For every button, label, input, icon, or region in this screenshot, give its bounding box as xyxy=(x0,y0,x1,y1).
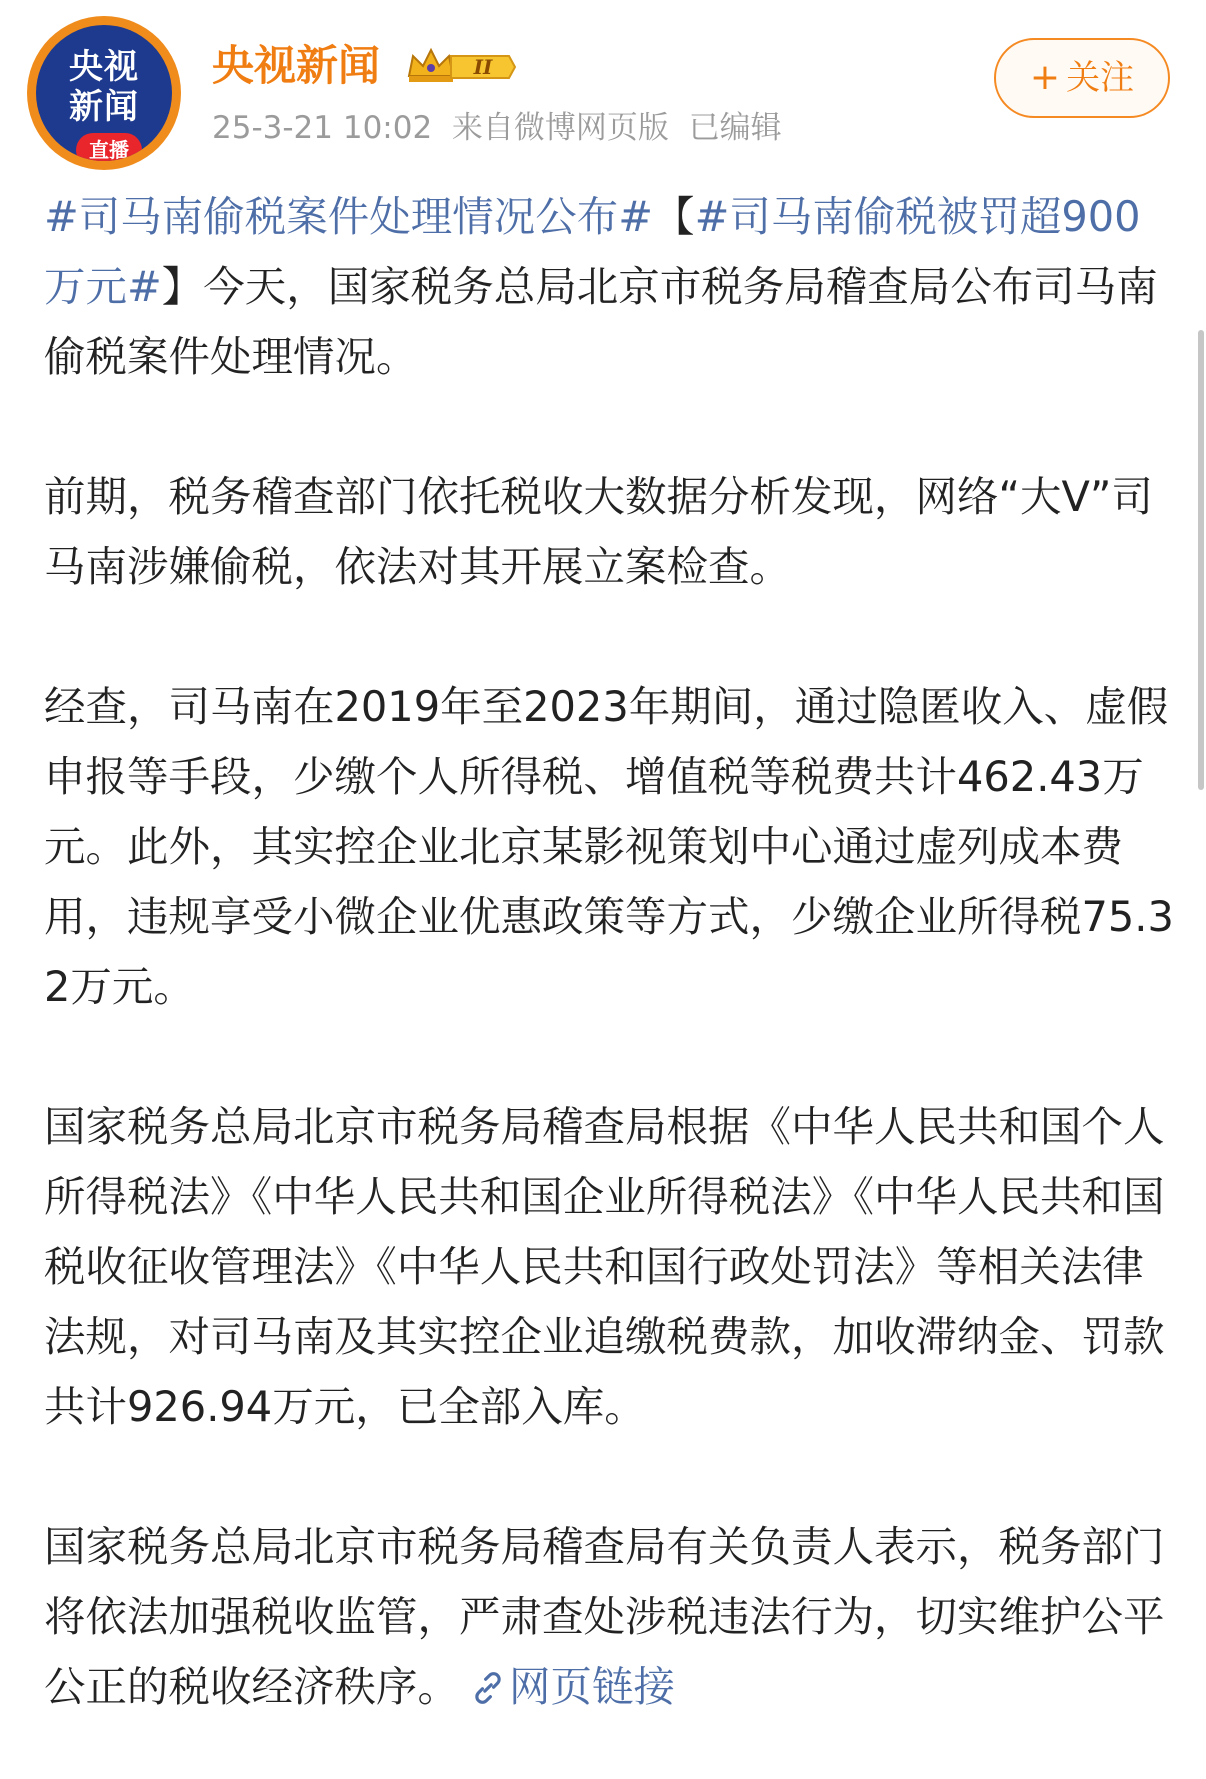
hashtag-link[interactable]: #司马南偷税被罚超900万元# xyxy=(44,192,1141,311)
post-paragraph: 国家税务总局北京市税务局稽查局根据《中华人民共和国个人所得税法》《中华人民共和国企业所得税法》《中华人民共和国税收征收管理法》《中华人民共和国行政处罚法》等相关法律法规，对司马南及其实控企业追缴税费款，加收滞纳金、罚款共计926.94万元，已全部入库。 xyxy=(44,1102,1165,1431)
post-meta: 25-3-21 10:02 来自微博网页版 已编辑 xyxy=(212,110,782,146)
avatar-logo-top: 央视 xyxy=(69,47,139,87)
crown-icon xyxy=(409,50,453,76)
author-name[interactable]: 央视新闻 xyxy=(212,41,381,90)
post-paragraph: 经查，司马南在2019年至2023年期间，通过隐匿收入、虚假申报等手段，少缴个人所得税、增值税等税费共计462.43万元。此外，其实控企业北京某影视策划中心通过虚列成本费用，违规享受小微企业优惠政策等方式，少缴企业所得税75.32万元。 xyxy=(44,682,1174,1011)
intro-text: 今天，国家税务总局北京市税务局稽查局公布司马南偷税案件处理情况。 xyxy=(44,262,1158,381)
hashtag-link[interactable]: #司马南偷税案件处理情况公布# xyxy=(44,192,654,241)
post-paragraph: 前期，税务稽查部门依托税收大数据分析发现，网络“大V”司马南涉嫌偷税，依法对其开展立案检查。 xyxy=(44,472,1153,591)
avatar-logo-text xyxy=(36,47,172,127)
post-header xyxy=(0,0,1206,175)
web-link[interactable] xyxy=(459,1662,675,1711)
live-badge: 直播 xyxy=(76,133,142,161)
avatar[interactable] xyxy=(27,16,181,170)
post-content xyxy=(44,182,1174,1722)
follow-label: 关注 xyxy=(1066,58,1135,98)
follow-button[interactable] xyxy=(994,38,1170,118)
link-icon xyxy=(469,1669,507,1707)
plus-icon: + xyxy=(1029,57,1061,98)
vip-crown-badge[interactable] xyxy=(405,46,517,88)
vip-level: II xyxy=(473,55,493,79)
closing-text: 国家税务总局北京市税务局稽查局有关负责人表示，税务部门将依法加强税收监管，严肃查处涉税违法行为，切实维护公平公正的税收经济秩序。 xyxy=(44,1522,1165,1711)
web-link-label: 网页链接 xyxy=(509,1662,676,1711)
avatar-logo xyxy=(36,25,172,161)
bracket-open: 【 xyxy=(653,192,695,241)
post-paragraph-intro xyxy=(44,182,1174,392)
scrollbar[interactable] xyxy=(1198,330,1204,790)
avatar-logo-bottom: 新闻 xyxy=(69,87,139,127)
post-paragraph-closing xyxy=(44,1512,1174,1722)
bracket-close: 】 xyxy=(161,262,204,311)
